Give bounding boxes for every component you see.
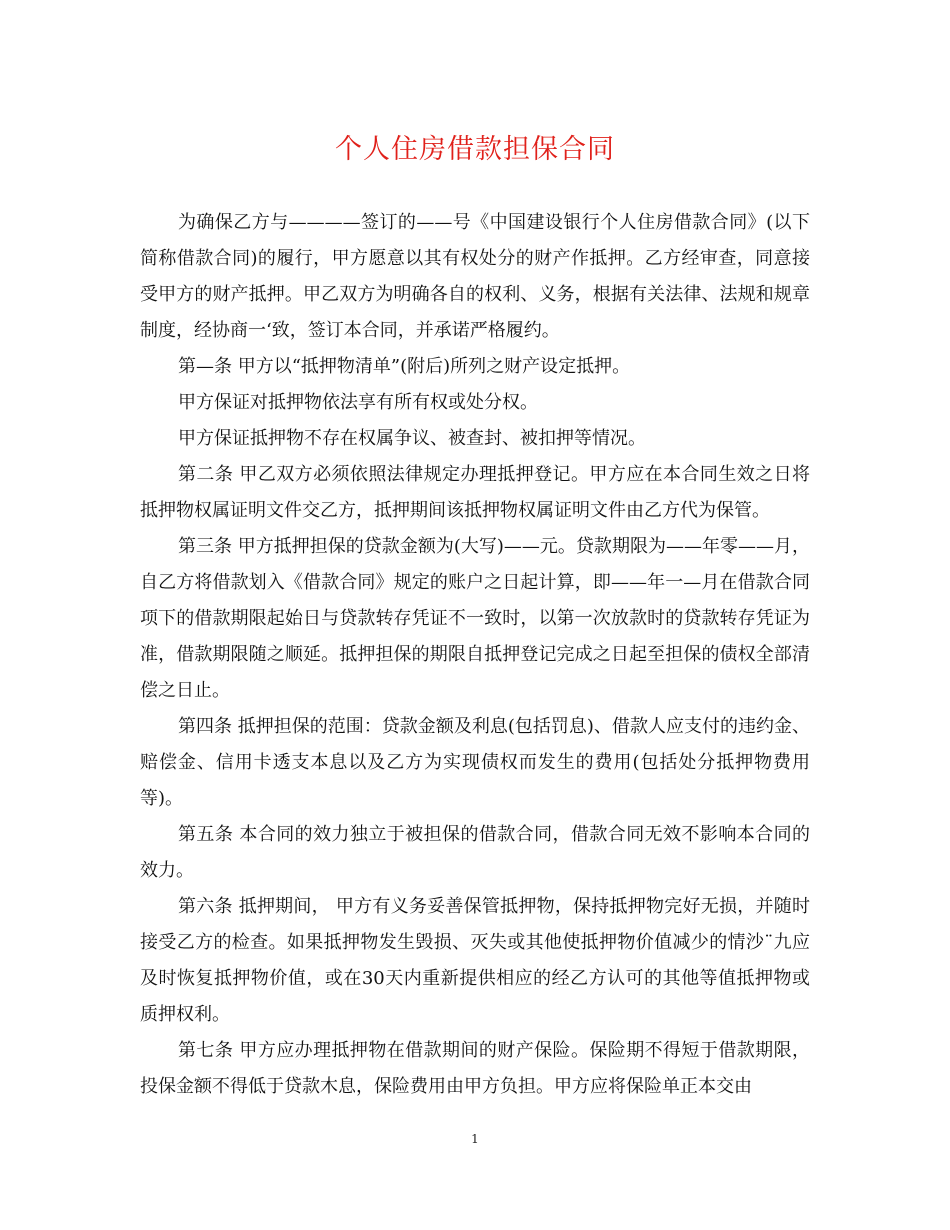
paragraph-ownership-guarantee: 甲方保证对抵押物依法享有所有权或处分权。 bbox=[178, 392, 538, 413]
paragraph-article-5: 第五条 本合同的效力独立于被担保的借款合同，借款合同无效不影响本合同的效力。 bbox=[140, 824, 810, 881]
paragraph-preamble: 为确保乙方与————签订的——号《中国建设银行个人住房借款合同》(以下简称借款合同)的履行，甲方愿意以其有权处分的财产作抵押。乙方经审查，同意接受甲方的财产抵押。甲乙双方为明确各自的权利、义务，根据有关法律、法规和规章制度，经协商一‘致，签订本合同，并承诺严格履约。 bbox=[140, 212, 810, 341]
paragraph-article-1: 第—条 甲方以“抵押物清单”(附后)所列之财产设定抵押。 bbox=[178, 356, 631, 377]
paragraph-article-3: 第三条 甲方抵押担保的贷款金额为(大写)——元。贷款期限为——年零——月，自乙方将借款划入《借款合同》规定的账户之日起计算，即——年一—月在借款合同项下的借款期限起始日与贷款转存凭证不一致时，以第一次放款时的贷款转存凭证为准，借款期限随之顺延。抵押担保的期限自抵押登记完成之日起至担保的债权全部清偿之日止。 bbox=[140, 536, 810, 701]
document-title: 个人住房借款担保合同 bbox=[335, 134, 615, 165]
paragraph-article-2: 第二条 甲乙双方必须依照法律规定办理抵押登记。甲方应在本合同生效之日将抵押物权属证明文件交乙方，抵押期间该抵押物权属证明文件由乙方代为保管。 bbox=[140, 464, 810, 521]
paragraph-article-4: 第四条 抵押担保的范围：贷款金额及利息(包括罚息)、借款人应支付的违约金、赔偿金、信用卡透支本息以及乙方为实现债权而发生的费用(包括处分抵押物费用等)。 bbox=[140, 716, 810, 809]
page-number: 1 bbox=[471, 1132, 479, 1146]
paragraph-no-dispute-guarantee: 甲方保证抵押物不存在权属争议、被查封、被扣押等情况。 bbox=[178, 428, 646, 449]
paragraph-article-6: 第六条 抵押期间， 甲方有义务妥善保管抵押物，保持抵押物完好无损，并随时接受乙方的检查。如果抵押物发生毁损、灭失或其他使抵押物价值减少的情沙¨九应及时恢复抵押物价值，或在30天内重新提供相应的经乙方认可的其他等值抵押物或质押权利。 bbox=[140, 896, 810, 1025]
document-body bbox=[140, 205, 810, 1105]
paragraph-article-7: 第七条 甲方应办理抵押物在借款期间的财产保险。保险期不得短于借款期限，投保金额不得低于贷款木息，保险费用由甲方负担。甲方应将保险单正本交由 bbox=[140, 1040, 810, 1097]
